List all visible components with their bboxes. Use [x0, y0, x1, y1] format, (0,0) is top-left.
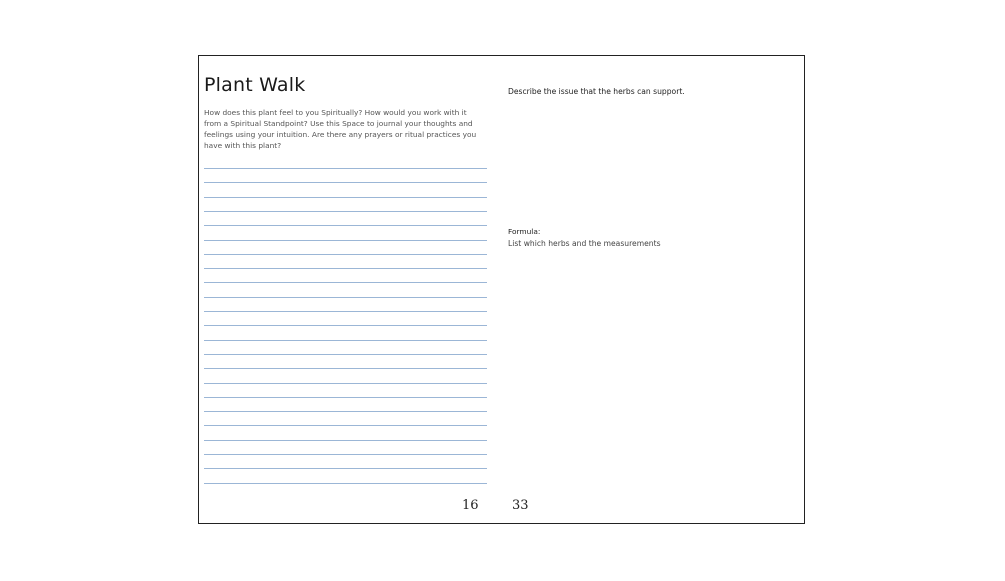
- ruled-line: [204, 325, 487, 326]
- ruled-line: [204, 282, 487, 283]
- ruled-line: [204, 383, 487, 384]
- right-page: [508, 56, 798, 523]
- ruled-line: [204, 225, 487, 226]
- ruled-line: [204, 254, 487, 255]
- journal-prompt: How does this plant feel to you Spiritually? How would you work with it from a Spiritual Standpoint? Use this Space to journal your thoughts and feelings using your intuition. Are there any prayers or ritual practices you have with this plant?: [204, 108, 477, 150]
- ruled-line: [204, 397, 487, 398]
- ruled-line: [204, 240, 487, 241]
- book-spread: [198, 55, 805, 524]
- left-page: [204, 56, 488, 523]
- ruled-line: [204, 354, 487, 355]
- issue-heading: Describe the issue that the herbs can support.: [508, 87, 685, 96]
- ruled-line: [204, 468, 487, 469]
- ruled-line: [204, 340, 487, 341]
- ruled-line: [204, 411, 487, 412]
- ruled-line: [204, 197, 487, 198]
- page-number-left: 16: [462, 498, 479, 513]
- ruled-line: [204, 268, 487, 269]
- ruled-line: [204, 368, 487, 369]
- lined-writing-area: [204, 168, 487, 490]
- page-title: Plant Walk: [204, 74, 306, 96]
- ruled-line: [204, 182, 487, 183]
- page-number-right: 33: [512, 498, 529, 513]
- ruled-line: [204, 211, 487, 212]
- ruled-line: [204, 425, 487, 426]
- ruled-line: [204, 297, 487, 298]
- ruled-line: [204, 454, 487, 455]
- ruled-line: [204, 483, 487, 484]
- ruled-line: [204, 440, 487, 441]
- formula-instruction: List which herbs and the measurements: [508, 239, 661, 248]
- formula-label: Formula:: [508, 227, 541, 236]
- ruled-line: [204, 311, 487, 312]
- ruled-line: [204, 168, 487, 169]
